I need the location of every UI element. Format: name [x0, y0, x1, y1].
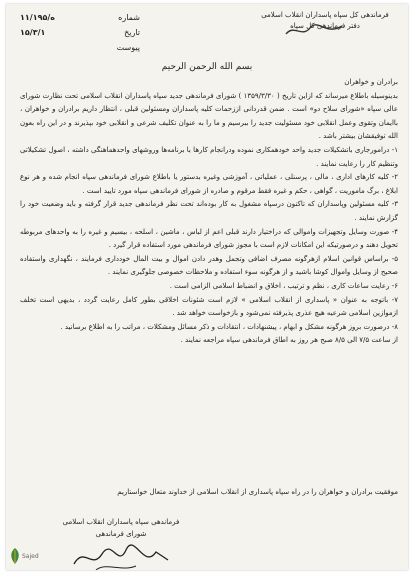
- closing-line: موفقیت برادران و خواهران را در راه سپاه پاسداری از انقلاب اسلامی از خداوند متعال خواستاریم: [117, 488, 398, 496]
- number-value: ۱۱/۱ه/۹۵: [20, 13, 55, 22]
- organization-name: فرماندهی کل سپاه پاسداران انقلاب اسلامی: [261, 11, 389, 19]
- date-label: تاریخ: [124, 28, 140, 37]
- salutation: برادران و خواهران: [344, 78, 398, 86]
- paragraph-hours: از ساعت ۷/۵ الی ۸/۵ صبح هر روز به اطاق فرماندهی سپاه مراجعه نمایند .: [180, 336, 398, 345]
- leaf-logo-icon: [10, 548, 20, 564]
- paragraph-intro: بدینوسیله باطلاع میرساند که ازاین تاریخ ( ۱۳۵۹/۳/۳۰ ) شورای فرماندهی جدید سپاه پاسداران انقلاب اسلامی تحت نظارت شورای عالی سپاه «شورای سلاح دو» است . ضمن قدردانی اززحمات کلیه پاسداران ومسئولین قبلی ، انتظار داریم برادران و خواهران ، باایمان وتقوی وعمل انقلابی خود مسئولیت جدید را ببرسیم و ما را به عنوان تکلیف شرعی و انقلابی خود بپذیرند و در این راه بعون الله توفیقشان بیشتر باشد .: [20, 91, 398, 141]
- paragraph-8: ۸- درصورت بروز هرگونه مشکل و ابهام ، پیشنهادات ، انتقادات و ذکر مسائل ومشکلات ، مراتب را به اطلاع برسانید .: [60, 322, 398, 331]
- paragraph-4: ۴- صورت وسایل وتجهیزات واموالی که دراختیار دارند قبلی اعم از لباس ، ماشین ، اسلحه ، بیسیم و غیره را به واحدهای مربوطه تحویل دهند و درصورتیکه این امکانات لازم است با مجوز شورای فرماندهی مورد استفاده قرار گیرد .: [20, 227, 398, 250]
- signature-block: [46, 516, 196, 570]
- organization-office: دفتر فرماندهی کل سپاه: [290, 22, 360, 30]
- paragraph-3: ۳- کلیه مسئولین وپاسداران که تاکنون درسپاه مشغول به کار بوده‌اند تحت نظر فرماندهی جدید قرار گرفته و باید وضعیت خود را گزارش نمایند .: [20, 200, 398, 222]
- paragraph-7: ۷- باتوجه به عنوان « پاسداری از انقلاب اسلامی » لازم است شئونات اخلاقی بطور کامل رعایت گردد ، بدیهی است تخلف ازموازین اسلامی شرعیه هیچ عذری پذیرفته نمی‌شود و بازخواست خواهد شد .: [20, 295, 398, 318]
- paragraph-6: ۶- رعایت ساعات کاری ، نظم و ترتیب ، اخلاق و انضباط اسلامی الزامی است .: [169, 281, 398, 290]
- emblem-scribble-icon: [284, 22, 344, 40]
- letter-page: [6, 4, 408, 570]
- signature-title: فرماندهی سپاه پاسداران انقلاب اسلامی: [62, 518, 180, 526]
- handwritten-signature-icon: [66, 540, 176, 570]
- signature-council: شورای فرماندهی: [95, 530, 147, 538]
- date-row: [20, 25, 140, 40]
- number-row: [20, 10, 140, 25]
- site-watermark: [10, 548, 39, 564]
- paragraph-1: ۱- درامورجاری باتشکیلات جدید واحد خودهمکاری نموده ودرانجام کارها با برنامه‌ها وروشهای واحدهماهنگی داشته ، اصول تشکیلاتی وتنظیم کار را رعایت نمایند .: [20, 145, 398, 168]
- watermark-text: Sajed: [22, 552, 39, 560]
- paragraph-5: ۵- براساس قوانین اسلام ازهرگونه مصرف اضافی وتجمل وهدر دادن اموال و بیت المال خودداری فرمایند ، نگهداری واستفاده صحیح از وسایل واموال کوشا باشید و از هرگونه سوء استفاده و ملاحظات خصوصی جلوگیری نمایند .: [20, 254, 398, 277]
- attachment-label: پیوست: [116, 43, 140, 52]
- letter-body: [20, 76, 398, 348]
- basmala-heading: بسم الله الرحمن الرحیم: [161, 62, 253, 72]
- paragraph-2: ۲- کلیه کارهای اداری ، مالی ، پرسنلی ، عملیاتی ، آموزشی وغیره بدستور یا باطلاع شورای فرماندهی سپاه انجام شده و هر نوع ابلاغ ، برگ ماموریت ، گواهی ، حکم و غیره فقط مرقوم و صادره از شورای فرماندهی سپاه مورد تایید است .: [20, 173, 398, 195]
- attachment-row: [20, 40, 140, 55]
- number-label: شماره: [118, 13, 140, 22]
- letter-metadata: [20, 10, 140, 55]
- date-value: ۱۵/۳/۱: [20, 28, 46, 37]
